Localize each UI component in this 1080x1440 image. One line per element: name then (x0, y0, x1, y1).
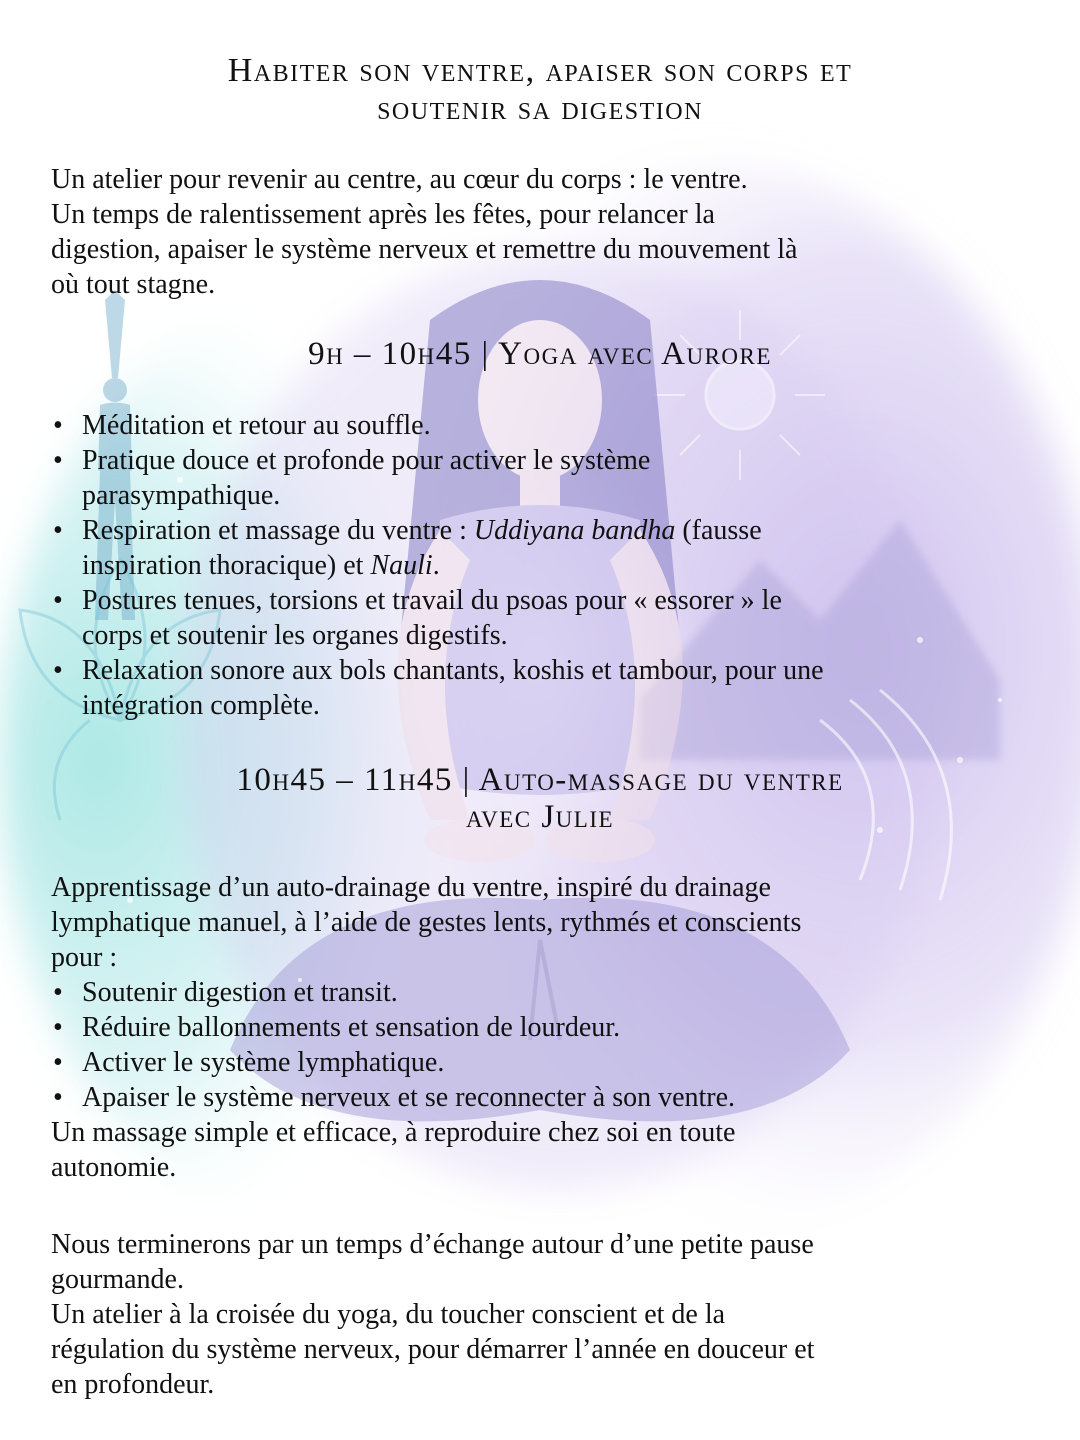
title-line-2: soutenir sa digestion (377, 90, 703, 127)
intro-paragraph (51, 162, 1036, 302)
title-line-1: Habiter son ventre, apaiser son corps et (227, 52, 853, 89)
yoga-bullet-list (51, 408, 1036, 723)
bullet-item (51, 513, 1036, 583)
bullet-item (51, 583, 1036, 653)
paragraph-line: lymphatique manuel, à l’aide de gestes lents, rythmés et conscients (51, 907, 802, 938)
bullet-item (51, 653, 1036, 723)
intro-line: Un temps de ralentissement après les fêtes, pour relancer la (51, 199, 715, 230)
bullet-item (51, 408, 1036, 443)
heading-line: 10h45 – 11h45 | Auto-massage du ventre (236, 762, 844, 798)
section-heading-yoga: 9h – 10h45 | Yoga avec Aurore (308, 336, 772, 372)
bullet-item: • Réduire ballonnements et sensation de lourdeur. (51, 1010, 1036, 1045)
italic-term: Uddiyana bandha (473, 515, 676, 546)
paragraph-line: Apprentissage d’un auto-drainage du ventre, inspiré du drainage (51, 872, 771, 903)
paragraph-line: pour : (51, 942, 118, 973)
bullet-text: • Pratique douce et profonde pour activer le système (82, 445, 651, 476)
bullet-text: intégration complète. (82, 690, 320, 721)
paragraph-line: Nous terminerons par un temps d’échange autour d’une petite pause (51, 1229, 814, 1260)
section-heading-massage (0, 762, 1080, 836)
intro-line: Un atelier pour revenir au centre, au cœur du corps : le ventre. (51, 164, 748, 195)
bullet-text: Méditation et retour au souffle. (82, 410, 431, 441)
bullet-text: parasympathique. (82, 480, 281, 511)
paragraph-line: Un atelier à la croisée du yoga, du toucher conscient et de la (51, 1299, 726, 1330)
bullet-text: (fausse (675, 515, 762, 546)
massage-section (51, 870, 1036, 1185)
italic-term: Nauli (370, 550, 433, 581)
bullet-text: corps et soutenir les organes digestifs. (82, 620, 508, 651)
bullet-item: • Apaiser le système nerveux et se reconnecter à son ventre. (51, 1080, 1036, 1115)
bullet-text: inspiration thoracique) et (82, 550, 371, 581)
bullet-item: • Activer le système lymphatique. (51, 1045, 1036, 1080)
intro-line: où tout stagne. (51, 269, 216, 300)
bullet-text: Respiration et massage du ventre : (82, 515, 474, 546)
bullet-item: • Soutenir digestion et transit. (51, 975, 1036, 1010)
bullet-text: . (432, 550, 440, 581)
intro-line: digestion, apaiser le système nerveux et remettre du mouvement là (51, 234, 798, 265)
bullet-text: • Relaxation sonore aux bols chantants, koshis et tambour, pour une (82, 655, 824, 686)
paragraph-line: gourmande. (51, 1264, 184, 1295)
paragraph-line: régulation du système nerveux, pour démarrer l’année en douceur et (51, 1334, 815, 1365)
paragraph-line: autonomie. (51, 1152, 177, 1183)
page-title (0, 52, 1080, 128)
massage-bullet-list (51, 975, 1036, 1115)
paragraph-line: en profondeur. (51, 1369, 215, 1400)
closing-paragraph (51, 1227, 1036, 1402)
bullet-item (51, 443, 1036, 513)
paragraph-line: Un massage simple et efficace, à reproduire chez soi en toute (51, 1117, 736, 1148)
bullet-text: • Postures tenues, torsions et travail du psoas pour « essorer » le (82, 585, 782, 616)
heading-line: avec Julie (465, 799, 615, 835)
